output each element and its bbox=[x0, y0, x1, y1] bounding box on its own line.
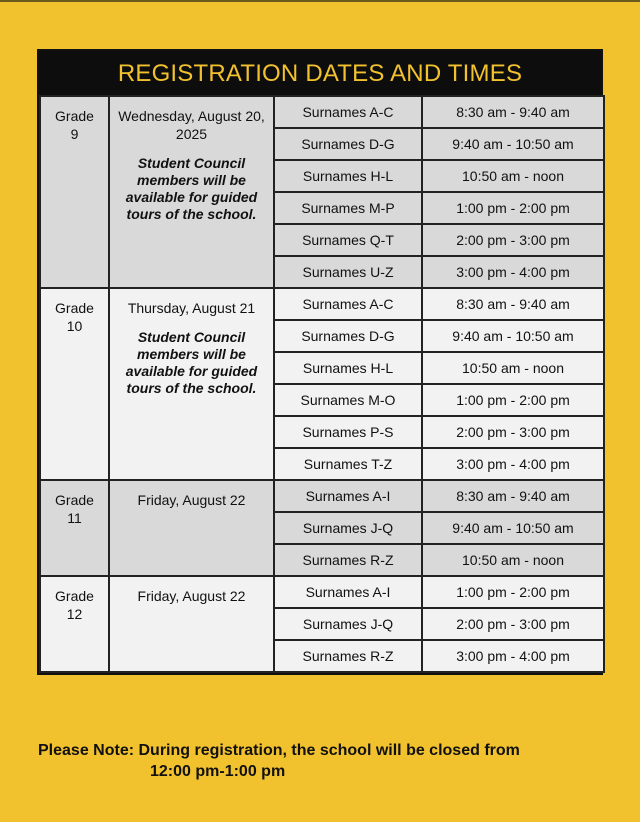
surname-range: Surnames A-C bbox=[274, 288, 422, 320]
surname-range: Surnames R-Z bbox=[274, 640, 422, 672]
table-row bbox=[40, 576, 604, 608]
surname-range: Surnames A-C bbox=[274, 96, 422, 128]
grade-label: Grade bbox=[55, 588, 94, 604]
grade-label: Grade bbox=[55, 300, 94, 316]
note-line-1: Please Note: During registration, the school will be closed from bbox=[38, 742, 520, 759]
grade-number: 12 bbox=[66, 606, 83, 622]
time-slot: 10:50 am - noon bbox=[422, 544, 604, 576]
time-slot: 9:40 am - 10:50 am bbox=[422, 512, 604, 544]
grade-label: Grade bbox=[55, 492, 94, 508]
time-slot: 1:00 pm - 2:00 pm bbox=[422, 192, 604, 224]
surname-range: Surnames D-G bbox=[274, 320, 422, 352]
registration-date: Friday, August 22 bbox=[137, 588, 246, 604]
time-slot: 8:30 am - 9:40 am bbox=[422, 480, 604, 512]
time-slot: 3:00 pm - 4:00 pm bbox=[422, 448, 604, 480]
grade-cell bbox=[40, 576, 109, 672]
date-cell bbox=[109, 288, 274, 480]
schedule-title: REGISTRATION DATES AND TIMES bbox=[39, 51, 601, 95]
surname-range: Surnames M-O bbox=[274, 384, 422, 416]
time-slot: 2:00 pm - 3:00 pm bbox=[422, 416, 604, 448]
registration-date: Wednesday, August 20, 2025 bbox=[118, 108, 265, 142]
surname-range: Surnames P-S bbox=[274, 416, 422, 448]
surname-range: Surnames R-Z bbox=[274, 544, 422, 576]
grade-number: 9 bbox=[70, 126, 79, 142]
time-slot: 9:40 am - 10:50 am bbox=[422, 320, 604, 352]
surname-range: Surnames H-L bbox=[274, 160, 422, 192]
student-council-note: Student Council members will be available for guided tours of the school. bbox=[125, 329, 258, 396]
time-slot: 2:00 pm - 3:00 pm bbox=[422, 608, 604, 640]
table-row bbox=[40, 288, 604, 320]
top-border-line bbox=[0, 0, 640, 2]
surname-range: Surnames A-I bbox=[274, 480, 422, 512]
time-slot: 8:30 am - 9:40 am bbox=[422, 96, 604, 128]
time-slot: 10:50 am - noon bbox=[422, 160, 604, 192]
student-council-note: Student Council members will be available for guided tours of the school. bbox=[125, 155, 258, 222]
surname-range: Surnames J-Q bbox=[274, 512, 422, 544]
table-row bbox=[40, 96, 604, 128]
table-row bbox=[40, 480, 604, 512]
time-slot: 9:40 am - 10:50 am bbox=[422, 128, 604, 160]
time-slot: 1:00 pm - 2:00 pm bbox=[422, 384, 604, 416]
registration-date: Thursday, August 21 bbox=[127, 300, 256, 316]
surname-range: Surnames T-Z bbox=[274, 448, 422, 480]
registration-note bbox=[38, 740, 608, 782]
time-slot: 10:50 am - noon bbox=[422, 352, 604, 384]
surname-range: Surnames U-Z bbox=[274, 256, 422, 288]
time-slot: 3:00 pm - 4:00 pm bbox=[422, 256, 604, 288]
date-cell bbox=[109, 96, 274, 288]
schedule-body bbox=[40, 96, 604, 672]
grade-cell bbox=[40, 480, 109, 576]
surname-range: Surnames J-Q bbox=[274, 608, 422, 640]
grade-cell bbox=[40, 96, 109, 288]
registration-date: Friday, August 22 bbox=[137, 492, 246, 508]
grade-label: Grade bbox=[55, 108, 94, 124]
grade-number: 10 bbox=[66, 318, 83, 334]
surname-range: Surnames H-L bbox=[274, 352, 422, 384]
surname-range: Surnames A-I bbox=[274, 576, 422, 608]
note-line-2: 12:00 pm-1:00 pm bbox=[150, 763, 286, 780]
grade-number: 11 bbox=[67, 510, 82, 526]
time-slot: 1:00 pm - 2:00 pm bbox=[422, 576, 604, 608]
schedule-table bbox=[39, 95, 605, 673]
time-slot: 2:00 pm - 3:00 pm bbox=[422, 224, 604, 256]
date-cell bbox=[109, 480, 274, 576]
surname-range: Surnames D-G bbox=[274, 128, 422, 160]
time-slot: 3:00 pm - 4:00 pm bbox=[422, 640, 604, 672]
registration-schedule bbox=[37, 49, 603, 675]
time-slot: 8:30 am - 9:40 am bbox=[422, 288, 604, 320]
surname-range: Surnames Q-T bbox=[274, 224, 422, 256]
date-cell bbox=[109, 576, 274, 672]
surname-range: Surnames M-P bbox=[274, 192, 422, 224]
grade-cell bbox=[40, 288, 109, 480]
